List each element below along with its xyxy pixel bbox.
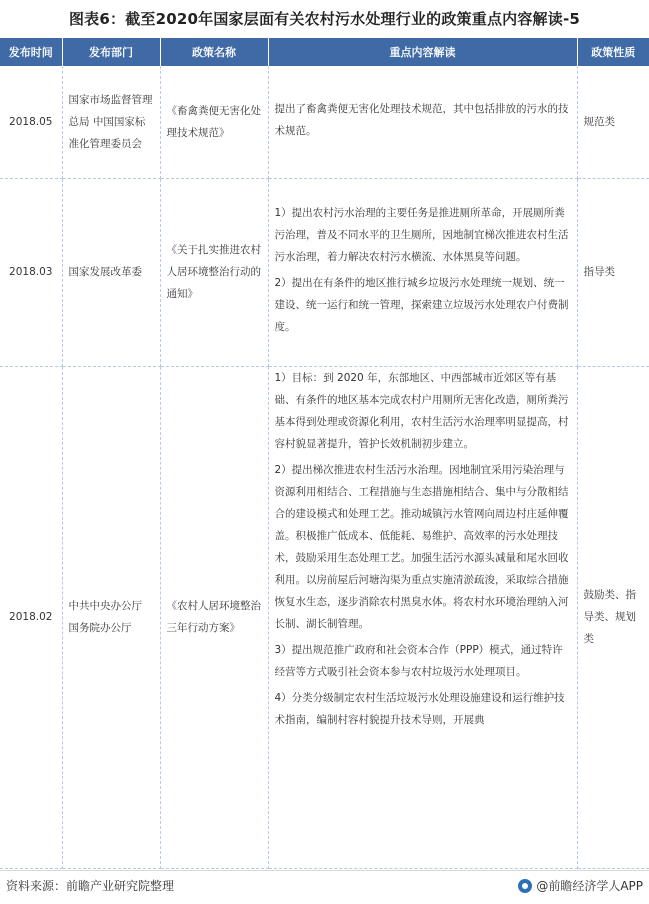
cell-policy-name: 《农村人居环境整治三年行动方案》 <box>160 366 268 868</box>
cell-time: 2018.03 <box>0 178 62 366</box>
col-header-content: 重点内容解读 <box>268 38 577 66</box>
cell-type: 规范类 <box>577 66 649 178</box>
content-paragraph: 1）提出农村污水治理的主要任务是推进厕所革命，开展厕所粪污治理，普及不同水平的卫生厕所，因地制宜梯次推进农村生活污水治理，着力解决农村污水横流、水体黑臭等问题。 <box>274 207 569 263</box>
cell-content <box>268 66 577 178</box>
cell-content <box>268 178 577 366</box>
content-paragraph: 提出了畜禽粪便无害化处理技术规范，其中包括排放的污水的技术规范。 <box>274 102 569 137</box>
table-header-row <box>0 38 649 66</box>
cell-type: 指导类 <box>577 178 649 366</box>
policy-table <box>0 38 649 869</box>
content-paragraph: 3）提出规范推广政府和社会资本合作（PPP）模式，通过特许经营等方式吸引社会资本参与农村垃圾污水处理项目。 <box>274 643 563 678</box>
page-title: 图表6：截至2020年国家层面有关农村污水处理行业的政策重点内容解读-5 <box>68 10 581 28</box>
col-header-type: 政策性质 <box>577 38 649 66</box>
col-header-time: 发布时间 <box>0 38 62 66</box>
content-paragraph: 4）分类分级制定农村生活垃圾污水处理设施建设和运行维护技术指南，编制村容村貌提升技术导则，开展典 <box>274 691 565 726</box>
brand-label: @前瞻经济学人APP <box>536 879 643 893</box>
cell-dept: 中共中央办公厅 国务院办公厅 <box>62 366 160 868</box>
brand-mark <box>518 877 643 894</box>
col-header-name: 政策名称 <box>160 38 268 66</box>
cell-policy-name: 《畜禽粪便无害化处理技术规范》 <box>160 66 268 178</box>
cell-time: 2018.02 <box>0 366 62 868</box>
table-row <box>0 66 649 178</box>
brand-logo-icon <box>518 879 532 893</box>
content-paragraph: 2）提出在有条件的地区推行城乡垃圾污水处理统一规划、统一建设、统一运行和统一管理，探索建立垃圾污水处理农户付费制度。 <box>274 277 569 333</box>
cell-dept: 国家市场监督管理总局 中国国家标准化管理委员会 <box>62 66 160 178</box>
cell-content <box>268 366 577 868</box>
content-paragraph: 2）提出梯次推进农村生活污水治理。因地制宜采用污染治理与资源利用相结合、工程措施与生态措施相结合、集中与分散相结合的建设模式和处理工艺。推动城镇污水管网向周边村庄延伸覆盖。积极推广低成本、低能耗、易维护、高效率的污水处理技术，鼓励采用生态处理工艺。加强生活污水源头减量和尾水回收利用。以房前屋后河塘沟渠为重点实施清淤疏浚，采取综合措施恢复水生态，逐步消除农村黑臭水体。将农村水环境治理纳入河长制、湖长制管理。 <box>274 463 569 630</box>
cell-time: 2018.05 <box>0 66 62 178</box>
cell-policy-name: 《关于扎实推进农村人居环境整治行动的通知》 <box>160 178 268 366</box>
source-note: 资料来源：前瞻产业研究院整理 <box>6 879 175 893</box>
cell-type: 鼓励类、指导类、规划类 <box>577 366 649 868</box>
table-row <box>0 178 649 366</box>
col-header-dept: 发布部门 <box>62 38 160 66</box>
table-row <box>0 366 649 868</box>
footer <box>0 870 649 904</box>
cell-dept: 国家发展改革委 <box>62 178 160 366</box>
content-paragraph: 1）目标：到 2020 年，东部地区、中西部城市近郊区等有基础、有条件的地区基本完成农村户用厕所无害化改造，厕所粪污基本得到处理或资源化利用，农村生活污水治理率明显提高，村容村貌显著提升，管护长效机制初步建立。 <box>274 371 569 450</box>
